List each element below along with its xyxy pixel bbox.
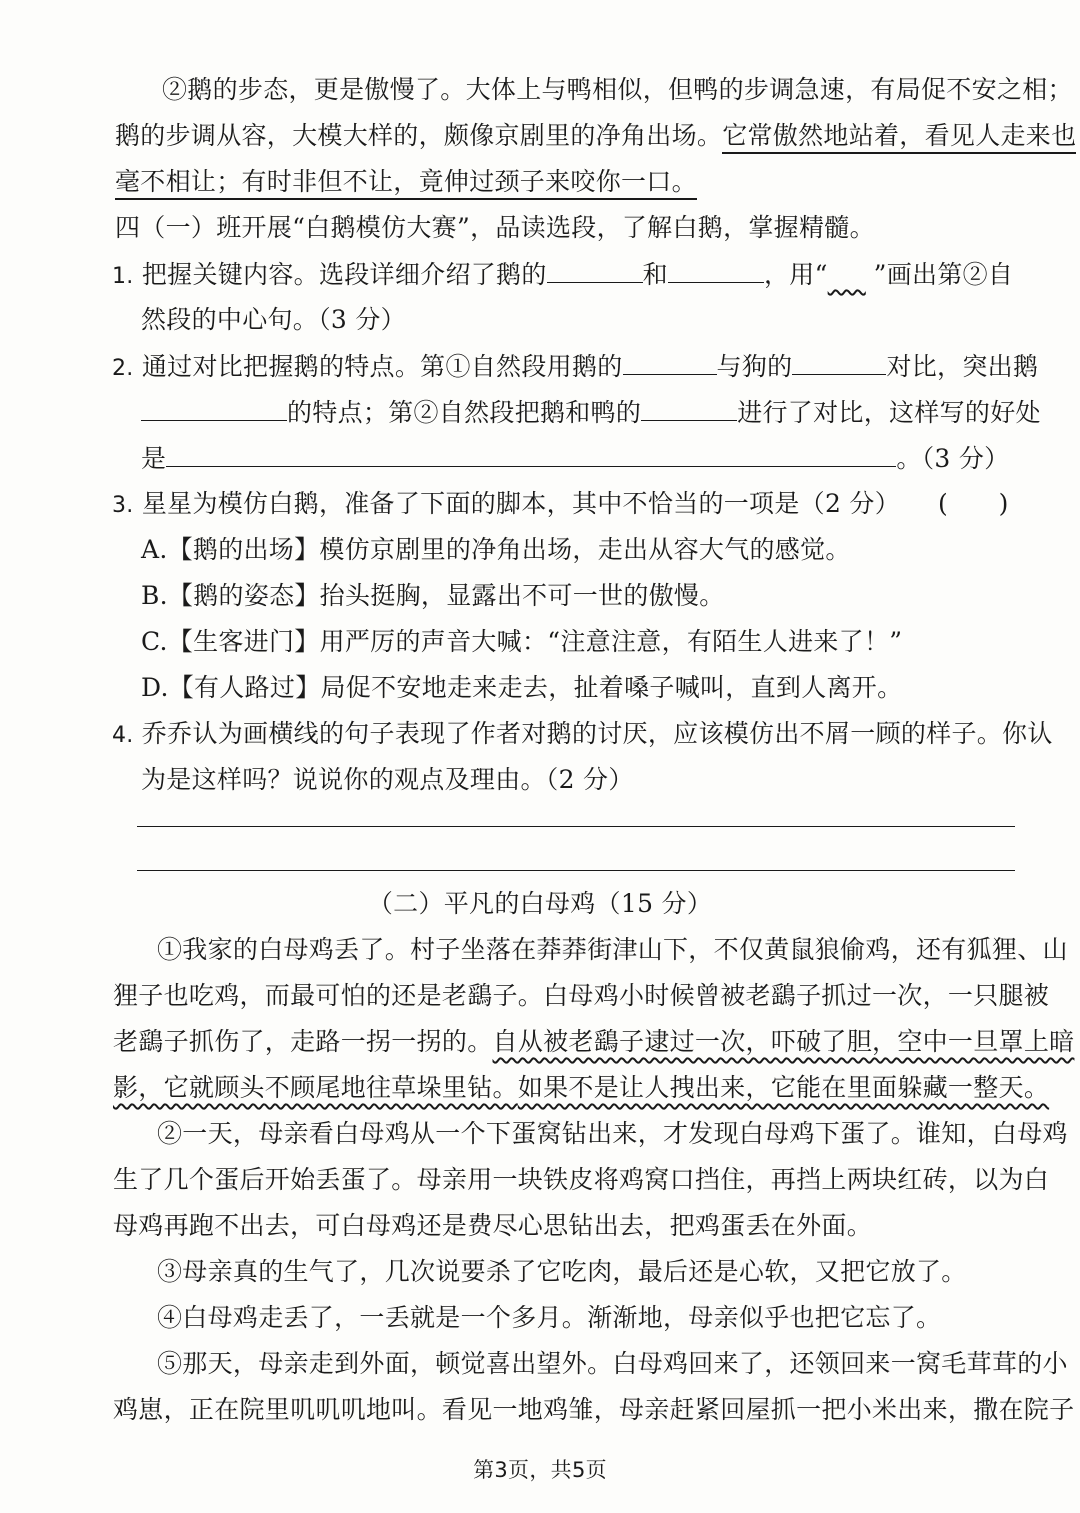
passage2-line: ③母亲真的生气了，几次说要杀了它吃肉，最后还是心软，又把它放了。 xyxy=(157,1257,967,1286)
answer-line[interactable] xyxy=(137,826,1015,827)
option-c[interactable]: C.【生客进门】用严厉的声音大喊：“注意注意，有陌生人进来了！” xyxy=(141,627,903,656)
task-intro: 四（一）班开展“白鹅模仿大赛”，品读选段，了解白鹅，掌握精髓。 xyxy=(115,213,875,242)
passage2-line: 鸡崽，正在院里叽叽叽地叫。看见一地鸡雏，母亲赶紧回屋抓一把小米出来，撒在院子 xyxy=(113,1395,1075,1424)
question-number: 4. xyxy=(112,723,134,748)
question-text: 乔乔认为画横线的句子表现了作者对鹅的讨厌，应该模仿出不屑一顾的样子。你认 xyxy=(141,719,1053,748)
question-3 xyxy=(112,488,900,522)
underlined-sentence: 它常傲然地站着，看见人走来也 xyxy=(722,121,1076,154)
question-1 xyxy=(112,258,1013,293)
passage2-line xyxy=(113,1026,1074,1058)
answer-line[interactable] xyxy=(137,870,1015,871)
passage2-line: 母鸡再跑不出去，可白母鸡还是费尽心思钻出去，把鸡蛋丢在外面。 xyxy=(113,1211,873,1240)
question-number: 2. xyxy=(112,356,134,381)
passage1-line xyxy=(162,74,1073,106)
passage-text: 老鷂子抓伤了，走路一拐一拐的。 xyxy=(113,1027,493,1056)
option-d[interactable]: D.【有人路过】局促不安地走来走去，扯着嗓子喊叫，直到人离开。 xyxy=(141,673,903,702)
question-number: 1. xyxy=(112,264,134,289)
wavy-line-sample xyxy=(828,259,874,291)
question-text: 进行了对比，这样写的好处 xyxy=(737,398,1041,427)
question-number: 3. xyxy=(112,493,134,518)
question-2 xyxy=(112,350,1038,385)
page-number: 第3页，共5页 xyxy=(473,1458,607,1482)
answer-blank[interactable] xyxy=(166,442,896,467)
answer-parentheses[interactable]: ( ) xyxy=(938,489,1009,518)
option-b[interactable]: B.【鹅的姿态】抬头挺胸，显露出不可一世的傲慢。 xyxy=(141,581,725,610)
answer-blank[interactable] xyxy=(641,396,737,421)
passage2-line: 狸子也吃鸡，而最可怕的还是老鷂子。白母鸡小时候曾被老鷂子抓过一次，一只腿被 xyxy=(113,981,1050,1010)
question-1-cont: 然段的中心句。（3 分） xyxy=(141,305,406,334)
question-4 xyxy=(112,718,1053,752)
passage1-line xyxy=(115,166,697,198)
option-a[interactable]: A.【鹅的出场】模仿京剧里的净角出场，走出从容大气的感觉。 xyxy=(141,535,851,564)
passage2-line: ④白母鸡走丢了，一丢就是一个多月。渐渐地，母亲似乎也把它忘了。 xyxy=(157,1303,942,1332)
wavy-underlined-sentence: 如果不是让人拽出来，它能在里面躲藏一整天。 xyxy=(517,1073,1050,1102)
wavy-underlined-sentence: 自从被老鷂子逮过一次，吓破了胆，空中一旦罩上暗 xyxy=(492,1027,1075,1056)
question-text: 与狗的 xyxy=(716,352,793,381)
question-text: 把握关键内容。选段详细介绍了鹅的 xyxy=(141,260,547,289)
question-text: ”画出第②自 xyxy=(873,260,1014,289)
passage2-line: ⑤那天，母亲走到外面，顿觉喜出望外。白母鸡回来了，还领回来一窝毛茸茸的小 xyxy=(157,1349,1068,1378)
answer-blank[interactable] xyxy=(623,350,717,375)
answer-blank[interactable] xyxy=(141,396,287,421)
wavy-underlined-sentence: 影，它就顾头不顾尾地往草垛里钻。 xyxy=(113,1073,518,1102)
question-2-cont xyxy=(141,396,1041,429)
passage2-line: ②一天，母亲看白母鸡从一个下蛋窝钻出来，才发现白母鸡下蛋了。谁知，白母鸡 xyxy=(157,1119,1068,1148)
question-text: 是 xyxy=(141,444,167,473)
passage2-line xyxy=(113,1072,1049,1104)
question-text: 通过对比把握鹅的特点。第①自然段用鹅的 xyxy=(141,352,623,381)
answer-blank[interactable] xyxy=(547,258,643,283)
question-text: 和 xyxy=(642,260,668,289)
question-text: 对比，突出鹅 xyxy=(886,352,1039,381)
section-title: （二）平凡的白母鸡（15 分） xyxy=(367,889,713,918)
question-2-cont xyxy=(141,442,1009,475)
passage2-line: ①我家的白母鸡丢了。村子坐落在莽莽街津山下，不仅黄鼠狼偷鸡，还有狐狸、山 xyxy=(157,935,1068,964)
passage2-line: 生了几个蛋后开始丢蛋了。母亲用一块铁皮将鸡窝口挡住，再挡上两块红砖，以为白 xyxy=(113,1165,1050,1194)
question-text: 。（3 分） xyxy=(896,444,1010,473)
underlined-sentence: 毫不相让；有时非但不让，竟伸过颈子来咬你一口。 xyxy=(115,167,697,200)
question-4-cont: 为是这样吗？说说你的观点及理由。（2 分） xyxy=(141,765,634,794)
passage-text: 鹅的步调从容，大模大样的，颇像京剧里的净角出场。 xyxy=(115,121,723,150)
passage-text: ②鹅的步态，更是傲慢了。大体上与鸭相似，但鸭的步调急速，有局促不安之相； xyxy=(162,75,1073,104)
answer-blank[interactable] xyxy=(668,258,764,283)
question-text: ，用“ xyxy=(763,260,828,289)
passage1-line xyxy=(115,120,1076,152)
answer-blank[interactable] xyxy=(792,350,886,375)
question-text: 的特点；第②自然段把鹅和鸭的 xyxy=(287,398,642,427)
question-text: 星星为模仿白鹅，准备了下面的脚本，其中不恰当的一项是（2 分） xyxy=(141,489,900,518)
